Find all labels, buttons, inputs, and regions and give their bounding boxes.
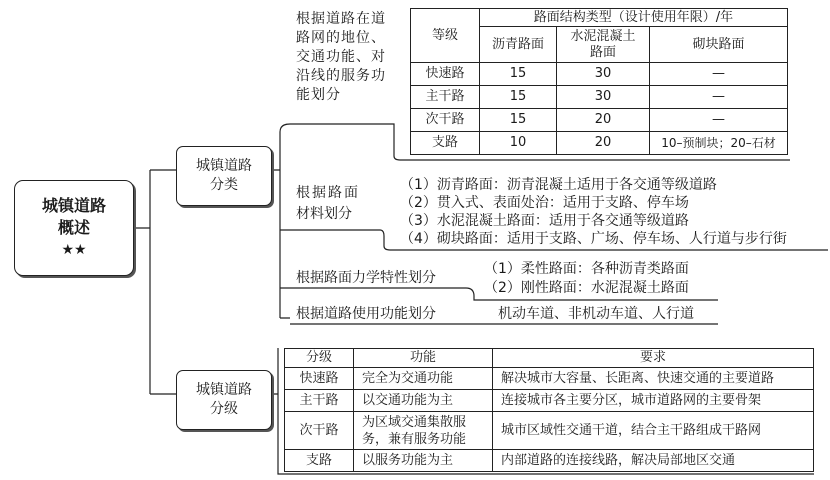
table1-row0-asphalt: 15 [480, 63, 557, 86]
branch-grading-label-line2: 分级 [210, 401, 238, 417]
table2-row0-requirement: 解决城市大容量、长距离、快速交通的主要道路 [493, 368, 814, 390]
table2-row2-function: 为区域交通集散服务，兼有服务功能 [354, 412, 493, 450]
material-item-2: （2）贯入式、表面处治：适用于支路、停车场 [400, 195, 689, 211]
table2-header-grade: 分级 [285, 349, 354, 368]
criterion-function-label: 根据道路在道路网的地位、交通功能、对沿线的服务功能划分 [296, 11, 386, 103]
table1-row0-grade: 快速路 [411, 63, 480, 86]
branch-classification-label-line2: 分类 [210, 177, 238, 193]
root-title-line2: 概述 [57, 218, 90, 237]
table1-header-grade: 等级 [411, 9, 480, 63]
table1-row1-concrete: 30 [557, 86, 650, 109]
material-item-1: （1）沥青路面：沥青混凝土适用于各交通等级道路 [400, 177, 717, 193]
table2-header-function: 功能 [354, 349, 493, 368]
table1-row3-concrete: 20 [557, 132, 650, 155]
table2-row3-grade: 支路 [285, 450, 354, 472]
table2-row0-function: 完全为交通功能 [354, 368, 493, 390]
root-node [14, 180, 134, 276]
branch-grading-label-line1: 城镇道路 [196, 382, 252, 398]
material-item-3: （3）水泥混凝土路面：适用于各交通等级道路 [400, 213, 689, 229]
table1-row2-concrete: 20 [557, 109, 650, 132]
mechanics-item-2: （2）刚性路面：水泥混凝土路面 [484, 280, 689, 296]
root-title-line1: 城镇道路 [41, 196, 106, 215]
criterion-mechanics-label: 根据路面力学特性划分 [296, 270, 436, 286]
criterion-usage-label: 根据道路使用功能划分 [296, 306, 436, 322]
criterion-material-label-line2: 材料划分 [296, 206, 352, 222]
table2-row1-function: 以交通功能为主 [354, 390, 493, 412]
branch-grading-node [176, 370, 272, 430]
table2-row0-grade: 快速路 [285, 368, 354, 390]
table2-row1-grade: 主干路 [285, 390, 354, 412]
table2-row1-requirement: 连接城市各主要分区，城市道路网的主要骨架 [493, 390, 814, 412]
table2-header-requirement: 要求 [493, 349, 814, 368]
table1-row2-block: — [650, 109, 788, 132]
table1-row3-block: 10–预制块；20–石材 [650, 132, 788, 155]
road-grading-table [284, 348, 814, 472]
table2-row2-requirement: 城市区域性交通干道，结合主干路组成干路网 [493, 412, 814, 450]
table1-row1-asphalt: 15 [480, 86, 557, 109]
material-item-4: （4）砌块路面：适用于支路、广场、停车场、人行道与步行街 [400, 231, 787, 247]
table1-row2-asphalt: 15 [480, 109, 557, 132]
table1-row1-block: — [650, 86, 788, 109]
table1-row3-grade: 支路 [411, 132, 480, 155]
table1-header-block: 砌块路面 [650, 27, 788, 63]
branch-classification-label-line1: 城镇道路 [196, 158, 252, 174]
pavement-design-life-table [410, 8, 788, 155]
usage-item-1: 机动车道、非机动车道、人行道 [498, 306, 694, 322]
table2-row2-grade: 次干路 [285, 412, 354, 450]
table1-row3-asphalt: 10 [480, 132, 557, 155]
table1-header-group: 路面结构类型（设计使用年限）/年 [480, 9, 788, 27]
table1-header-asphalt: 沥青路面 [480, 27, 557, 63]
table2-row3-function: 以服务功能为主 [354, 450, 493, 472]
table1-row0-concrete: 30 [557, 63, 650, 86]
table1-row2-grade: 次干路 [411, 109, 480, 132]
table1-header-concrete: 水泥混凝土路面 [557, 27, 650, 63]
table2-row3-requirement: 内部道路的连接线路，解决局部地区交通 [493, 450, 814, 472]
criterion-material-label-line1: 根据路面 [296, 185, 360, 201]
branch-classification-node [176, 146, 272, 206]
root-stars: ★★ [61, 242, 87, 258]
table1-row0-block: — [650, 63, 788, 86]
mechanics-item-1: （1）柔性路面：各种沥青类路面 [484, 261, 689, 277]
table1-row1-grade: 主干路 [411, 86, 480, 109]
